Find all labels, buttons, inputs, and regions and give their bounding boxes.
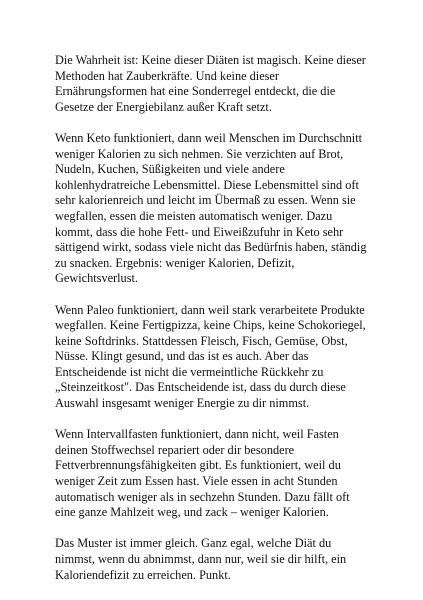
paragraph-paleo: Wenn Paleo funktioniert, dann weil stark verarbeitete Produkte wegfallen. Keine Fertigpizza, keine Chips, keine Schokoriegel, keine Softdrinks. Stattdessen Fleisch, Fisch, Gemüse, Obst, Nüsse. Klingt gesund, und das ist es auch. Aber das Entscheidende ist nicht die vermeintliche Rückkehr zu „Steinzeitkost". Das Entscheidende ist, dass du durch diese Auswahl insgesamt weniger Energie zu dir nimmst.	[55, 302, 366, 411]
body-text	[55, 53, 375, 599]
paragraph-intervallfasten: Wenn Intervallfasten funktioniert, dann nicht, weil Fasten deinen Stoffwechsel repariert oder dir besondere Fettverbrennungsfähigkeiten gibt. Es funktioniert, weil du weniger Zeit zum Essen hast. Viele essen in acht Stunden automatisch weniger als in sechzehn Stunden. Dazu fällt oft eine ganze Mahlzeit weg, und zack – weniger Kalorien.	[55, 427, 350, 520]
paragraph-keto: Wenn Keto funktioniert, dann weil Menschen im Durchschnitt weniger Kalorien zu sich nehmen. Sie verzichten auf Brot, Nudeln, Kuchen, Süßigkeiten und viele andere kohlenhydratreiche Lebensmittel. Diese Lebensmittel sind oft sehr kalorienreich und leicht im Übermaß zu essen. Wenn sie wegfallen, essen die meisten automatisch weniger. Dazu kommt, dass die hohe Fett- und Eiweißzufuhr in Keto sehr sättigend wirkt, sodass viele nicht das Bedürfnis haben, ständig zu snacken. Ergebnis: weniger Kalorien, Defizit, Gewichtsverlust.	[55, 130, 367, 286]
paragraph-intro: Die Wahrheit ist: Keine dieser Diäten ist magisch. Keine dieser Methoden hat Zauberkräfte. Und keine dieser Ernährungsformen hat eine Sonderregel entdeckt, die die Gesetze der Energiebilanz außer Kraft setzt.	[55, 53, 366, 114]
paragraph-conclusion: Das Muster ist immer gleich. Ganz egal, welche Diät du nimmst, wenn du abnimmst, dann nur, weil sie dir hilft, ein Kaloriendefizit zu erreichen. Punkt.	[55, 536, 347, 582]
